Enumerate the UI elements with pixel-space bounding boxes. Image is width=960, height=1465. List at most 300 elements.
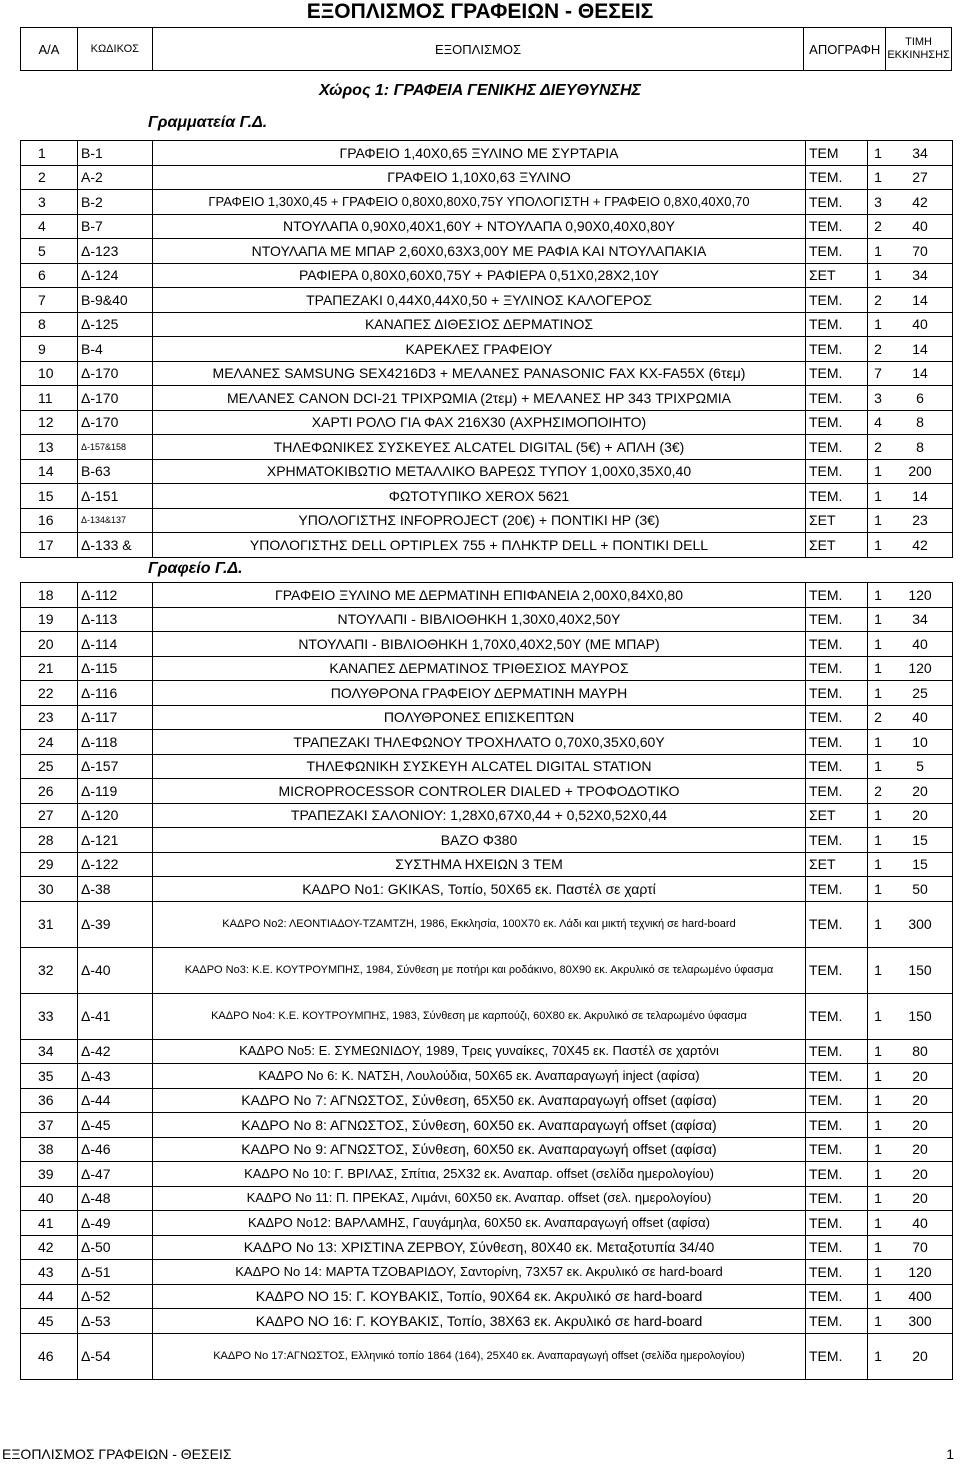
item-description: ΚΑΔΡΟ Νο 11: Π. ΠΡΕΚΑΣ, Λιμάνι, 60Χ50 εκ. Αναπαρ. offset (σελ. ημερολογίου) [153,1187,806,1211]
item-code: Δ-112 [78,583,153,607]
table-row [21,215,953,240]
table-row [21,1138,953,1163]
row-number: 12 [21,411,78,435]
item-quantity: 1 [874,733,882,750]
item-price: 20 [888,1113,953,1137]
item-unit: ΤΕΜ. [806,313,868,337]
item-description: ΚΑΔΡΟ ΝΟ 16: Γ. ΚΟΥΒΑΚΙΣ, Τοπίο, 38Χ63 εκ. Ακρυλικό σε hard-board [153,1309,806,1333]
item-price: 20 [888,1089,953,1113]
item-code: Β-2 [78,190,153,214]
item-price: 42 [888,533,953,557]
item-description: ΜΕΛΑΝΕΣ SAMSUNG SEX4216D3 + ΜΕΛΑΝΕΣ PANASONIC FAX KX-FA55X (6τεμ) [153,362,806,386]
table-row [21,608,953,633]
item-description: ΚΑΔΡΟ Νο3: Κ.Ε. ΚΟΥΤΡΟΥΜΠΗΣ, 1984, Σύνθεση με ποτήρι και ροδάκινο, 80Χ90 εκ. Ακρυλικό σε τελαρωμένο ύφασμα [153,948,806,993]
item-code: Δ-44 [78,1089,153,1113]
equipment-table-secretariat [20,140,953,558]
item-price: 400 [888,1285,953,1309]
item-quantity: 1 [874,1008,882,1024]
row-number: 24 [21,730,78,754]
table-row [21,1236,953,1261]
item-price: 6 [888,386,953,410]
item-description: ΚΑΔΡΟ Νο 9: ΑΓΝΩΣΤΟΣ, Σύνθεση, 60Χ50 εκ. Αναπαραγωγή offset (αφίσα) [153,1138,806,1162]
item-quantity: 1 [874,758,882,775]
item-price: 14 [888,288,953,312]
item-price: 70 [888,239,953,263]
item-price: 40 [888,632,953,656]
item-unit: ΤΕΜ. [806,215,868,239]
item-description: ΚΑΔΡΟ ΝΟ 15: Γ. ΚΟΥΒΑΚΙΣ, Τοπίο, 90Χ64 εκ. Ακρυλικό σε hard-board [153,1285,806,1309]
item-unit: ΤΕΜ. [806,362,868,386]
row-number: 30 [21,877,78,901]
item-unit: ΣΕΤ [806,533,868,557]
item-description: ΓΡΑΦΕΙΟ 1,40Χ0,65 ΞΥΛΙΝΟ ΜΕ ΣΥΡΤΑΡΙΑ [153,141,806,165]
item-description: ΝΤΟΥΛΑΠΑ 0,90Χ0,40Χ1,60Υ + ΝΤΟΥΛΑΠΑ 0,90Χ0,40Χ0,80Υ [153,215,806,239]
item-code: Δ-39 [78,902,153,947]
item-code: Δ-124 [78,264,153,288]
item-quantity: 4 [874,414,882,431]
table-row [21,239,953,264]
table-header [20,27,952,71]
item-quantity: 1 [874,856,882,873]
item-unit: ΤΕΜ. [806,411,868,435]
row-number: 25 [21,755,78,779]
item-quantity: 1 [874,635,882,652]
item-unit: ΤΕΜ. [806,190,868,214]
item-code: Δ-51 [78,1260,153,1284]
row-number: 21 [21,657,78,681]
table-row [21,533,953,558]
row-number: 37 [21,1113,78,1137]
item-unit: ΤΕΜ. [806,1064,868,1088]
item-unit: ΤΕΜ. [806,435,868,459]
table-row [21,779,953,804]
item-code: Β-7 [78,215,153,239]
item-description: MICROPROCESSOR CONTROLER DIALED + ΤΡΟΦΟΔΟΤΙΚΟ [153,779,806,803]
row-number: 18 [21,583,78,607]
item-quantity: 3 [874,193,882,210]
section-title-secretariat: Γραμματεία Γ.Δ. [148,114,268,131]
item-price: 150 [888,948,953,993]
item-unit: ΤΕΜ. [806,828,868,852]
item-unit: ΤΕΜ. [806,1236,868,1260]
item-code: Δ-45 [78,1113,153,1137]
row-number: 14 [21,460,78,484]
row-number: 20 [21,632,78,656]
table-row [21,435,953,460]
item-price: 34 [888,608,953,632]
table-row [21,509,953,534]
item-quantity: 2 [874,218,882,235]
item-quantity: 1 [874,1214,882,1231]
item-unit: ΤΕΜ. [806,337,868,361]
item-price: 40 [888,706,953,730]
table-row [21,1211,953,1236]
item-code: Δ-157&158 [78,435,153,459]
item-price: 15 [888,853,953,877]
row-number: 44 [21,1285,78,1309]
table-row [21,288,953,313]
row-number: 27 [21,804,78,828]
item-description: ΥΠΟΛΟΓΙΣΤΗΣ DELL OPTIPLEX 755 + ΠΛΗΚΤΡ DELL + ΠΟΝΤΙΚΙ DELL [153,533,806,557]
table-row [21,1309,953,1334]
item-price: 120 [888,657,953,681]
row-number: 43 [21,1260,78,1284]
table-row [21,1285,953,1310]
item-quantity: 1 [874,267,882,284]
table-row [21,755,953,780]
row-number: 28 [21,828,78,852]
footer-title: ΕΞΟΠΛΙΣΜΟΣ ΓΡΑΦΕΙΩΝ - ΘΕΣΕΙΣ [2,1446,232,1462]
item-quantity: 1 [874,1092,882,1109]
item-description: ΚΑΔΡΟ Νο 7: ΑΓΝΩΣΤΟΣ, Σύνθεση, 65Χ50 εκ. Αναπαραγωγή offset (αφίσα) [153,1089,806,1113]
item-unit: ΤΕΜ. [806,657,868,681]
row-number: 8 [21,313,78,337]
item-quantity: 1 [874,1348,882,1364]
row-number: 10 [21,362,78,386]
row-number: 45 [21,1309,78,1333]
table-row [21,1040,953,1065]
table-row [21,902,953,948]
item-description: ΜΕΛΑΝΕΣ CANON DCI-21 ΤΡΙΧΡΩΜΙΑ (2τεμ) + ΜΕΛΑΝΕΣ HP 343 ΤΡΙΧΡΩΜΙΑ [153,386,806,410]
item-code: Δ-43 [78,1064,153,1088]
item-code: Β-9&40 [78,288,153,312]
item-code: Δ-120 [78,804,153,828]
item-description: ΒΑΖΟ Φ380 [153,828,806,852]
item-unit: ΤΕΜ. [806,1089,868,1113]
item-quantity: 1 [874,1288,882,1305]
item-unit: ΤΕΜ. [806,386,868,410]
table-row [21,460,953,485]
item-code: Δ-38 [78,877,153,901]
item-code: Δ-54 [78,1334,153,1379]
section-title-office: Γραφείο Γ.Δ. [148,560,243,577]
item-price: 20 [888,804,953,828]
item-unit: ΤΕΜ. [806,288,868,312]
item-unit: ΤΕΜ [806,141,868,165]
item-unit: ΤΕΜ. [806,166,868,190]
item-quantity: 3 [874,389,882,406]
item-description: ΚΑΔΡΟ Νο4: Κ.Ε. ΚΟΥΤΡΟΥΜΠΗΣ, 1983, Σύνθεση με καρπούζι, 60Χ80 εκ. Ακρυλικό σε τελαρωμένο ύφασμα [153,994,806,1039]
item-price: 300 [888,1309,953,1333]
row-number: 34 [21,1040,78,1064]
item-quantity: 1 [874,1239,882,1256]
item-quantity: 1 [874,1312,882,1329]
row-number: 35 [21,1064,78,1088]
item-description: ΤΡΑΠΕΖΑΚΙ ΣΑΛΟΝΙΟΥ: 1,28Χ0,67Χ0,44 + 0,52Χ0,52Χ0,44 [153,804,806,828]
item-quantity: 1 [874,684,882,701]
table-row [21,706,953,731]
item-unit: ΣΕΤ [806,853,868,877]
row-number: 13 [21,435,78,459]
item-quantity: 1 [874,611,882,628]
row-number: 1 [21,141,78,165]
table-row [21,386,953,411]
item-description: ΚΑΔΡΟ Νο 6: Κ. ΝΑΤΣΗ, Λουλούδια, 50Χ65 εκ. Αναπαραγωγή inject (αφίσα) [153,1064,806,1088]
header-price-line1: ΤΙΜΗ [905,36,932,48]
item-quantity: 1 [874,1165,882,1182]
header-price [886,28,951,70]
table-row [21,264,953,289]
item-code: Δ-114 [78,632,153,656]
item-price: 20 [888,1138,953,1162]
space-title: Χώρος 1: ΓΡΑΦΕΙΑ ΓΕΝΙΚΗΣ ΔΙΕΥΘΥΝΣΗΣ [319,82,641,99]
item-unit: ΤΕΜ. [806,1309,868,1333]
item-quantity: 1 [874,169,882,186]
item-description: ΡΑΦΙΕΡΑ 0,80Χ0,60Χ0,75Υ + ΡΑΦΙΕΡΑ 0,51Χ0,28Χ2,10Υ [153,264,806,288]
item-code: Δ-47 [78,1162,153,1186]
item-price: 50 [888,877,953,901]
item-description: ΚΑΔΡΟ Νο12: ΒΑΡΛΑΜΗΣ, Γαυγάμηλα, 60Χ50 εκ. Αναπαραγωγή offset (αφίσα) [153,1211,806,1235]
item-quantity: 2 [874,291,882,308]
row-number: 40 [21,1187,78,1211]
item-description: ΤΡΑΠΕΖΑΚΙ 0,44Χ0,44Χ0,50 + ΞΥΛΙΝΟΣ ΚΑΛΟΓΕΡΟΣ [153,288,806,312]
item-price: 5 [888,755,953,779]
item-unit: ΤΕΜ. [806,994,868,1039]
item-quantity: 2 [874,709,882,726]
table-row [21,994,953,1040]
row-number: 19 [21,608,78,632]
item-description: ΧΑΡΤΙ ΡΟΛΟ ΓΙΑ ΦΑΧ 216Χ30 (ΑΧΡΗΣΙΜΟΠΟΙΗΤΟ) [153,411,806,435]
item-description: ΓΡΑΦΕΙΟ ΞΥΛΙΝΟ ΜΕ ΔΕΡΜΑΤΙΝΗ ΕΠΙΦΑΝΕΙΑ 2,00Χ0,84Χ0,80 [153,583,806,607]
item-price: 34 [888,141,953,165]
header-code: ΚΩΔΙΚΟΣ [78,28,153,70]
item-description: ΚΑΝΑΠΕΣ ΔΕΡΜΑΤΙΝΟΣ ΤΡΙΘΕΣΙΟΣ ΜΑΥΡΟΣ [153,657,806,681]
row-number: 17 [21,533,78,557]
item-unit: ΤΕΜ. [806,1187,868,1211]
item-code: Δ-133 & [78,533,153,557]
item-unit: ΤΕΜ. [806,1113,868,1137]
item-description: ΤΡΑΠΕΖΑΚΙ ΤΗΛΕΦΩΝΟΥ ΤΡΟΧΗΛΑΤΟ 0,70Χ0,35Χ0,60Υ [153,730,806,754]
header-inventory: ΑΠΟΓΡΑΦΗ [804,28,886,70]
item-code: Δ-151 [78,484,153,508]
item-code: Δ-42 [78,1040,153,1064]
item-code: Β-4 [78,337,153,361]
item-unit: ΣΕΤ [806,509,868,533]
table-row [21,1089,953,1114]
item-code: Δ-170 [78,362,153,386]
item-description: ΚΑΡΕΚΛΕΣ ΓΡΑΦΕΙΟΥ [153,337,806,361]
row-number: 38 [21,1138,78,1162]
table-row [21,411,953,436]
item-unit: ΤΕΜ. [806,239,868,263]
item-description: ΧΡΗΜΑΤΟΚΙΒΩΤΙΟ ΜΕΤΑΛΛΙΚΟ ΒΑΡΕΩΣ ΤΥΠΟΥ 1,00Χ0,35Χ0,40 [153,460,806,484]
table-row [21,1334,953,1380]
item-quantity: 1 [874,316,882,333]
item-code: Δ-40 [78,948,153,993]
item-unit: ΣΕΤ [806,264,868,288]
item-quantity: 1 [874,1190,882,1207]
item-price: 15 [888,828,953,852]
item-quantity: 1 [874,1141,882,1158]
item-code: Δ-50 [78,1236,153,1260]
item-price: 23 [888,509,953,533]
item-unit: ΤΕΜ. [806,1334,868,1379]
item-unit: ΤΕΜ. [806,1162,868,1186]
table-row [21,804,953,829]
item-price: 20 [888,779,953,803]
item-price: 14 [888,337,953,361]
item-code: Δ-134&137 [78,509,153,533]
item-code: Δ-170 [78,386,153,410]
document-title: ΕΞΟΠΛΙΣΜΟΣ ΓΡΑΦΕΙΩΝ - ΘΕΣΕΙΣ [306,0,654,23]
item-code: Δ-121 [78,828,153,852]
item-description: ΚΑΔΡΟ Νο1: GKIKAS, Τοπίο, 50Χ65 εκ. Παστέλ σε χαρτί [153,877,806,901]
item-code: Δ-123 [78,239,153,263]
item-description: ΚΑΔΡΟ Νο 8: ΑΓΝΩΣΤΟΣ, Σύνθεση, 60Χ50 εκ. Αναπαραγωγή offset (αφίσα) [153,1113,806,1137]
item-description: ΚΑΔΡΟ Νο2: ΛΕΟΝΤΙΑΔΟΥ-ΤΖΑΜΤΖΗ, 1986, Εκκλησία, 100Χ70 εκ. Λάδι και μικτή τεχνική σε hard-board [153,902,806,947]
item-quantity: 1 [874,962,882,978]
table-row [21,1064,953,1089]
item-unit: ΤΕΜ. [806,484,868,508]
header-equipment: ΕΞΟΠΛΙΣΜΟΣ [153,28,805,70]
row-number: 9 [21,337,78,361]
row-number: 36 [21,1089,78,1113]
row-number: 39 [21,1162,78,1186]
item-unit: ΤΕΜ. [806,1040,868,1064]
item-quantity: 2 [874,340,882,357]
item-code: Δ-117 [78,706,153,730]
item-description: ΤΗΛΕΦΩΝΙΚΕΣ ΣΥΣΚΕΥΕΣ ALCATEL DIGITAL (5€) + ΑΠΛΗ (3€) [153,435,806,459]
item-price: 8 [888,435,953,459]
item-code: Δ-118 [78,730,153,754]
table-row [21,337,953,362]
item-code: Δ-53 [78,1309,153,1333]
item-price: 25 [888,681,953,705]
item-quantity: 1 [874,487,882,504]
row-number: 5 [21,239,78,263]
item-unit: ΤΕΜ. [806,730,868,754]
item-code: Δ-52 [78,1285,153,1309]
table-row [21,657,953,682]
item-unit: ΤΕΜ. [806,755,868,779]
item-unit: ΤΕΜ. [806,877,868,901]
item-quantity: 1 [874,660,882,677]
table-row [21,828,953,853]
item-price: 20 [888,1187,953,1211]
table-row [21,1187,953,1212]
table-row [21,1162,953,1187]
item-price: 20 [888,1334,953,1379]
item-code: Δ-49 [78,1211,153,1235]
item-unit: ΤΕΜ. [806,681,868,705]
item-description: ΥΠΟΛΟΓΙΣΤΗΣ INFOPROJECT (20€) + ΠΟΝΤΙΚΙ HP (3€) [153,509,806,533]
item-unit: ΤΕΜ. [806,902,868,947]
item-unit: ΤΕΜ. [806,460,868,484]
item-code: Δ-46 [78,1138,153,1162]
item-unit: ΤΕΜ. [806,706,868,730]
item-quantity: 1 [874,463,882,480]
item-price: 8 [888,411,953,435]
row-number: 15 [21,484,78,508]
item-description: ΠΟΛΥΘΡΟΝΕΣ ΕΠΙΣΚΕΠΤΩΝ [153,706,806,730]
item-quantity: 1 [874,1263,882,1280]
item-code: Δ-122 [78,853,153,877]
table-row [21,1113,953,1138]
item-quantity: 1 [874,880,882,897]
item-price: 20 [888,1064,953,1088]
item-price: 300 [888,902,953,947]
item-code: Δ-48 [78,1187,153,1211]
header-aa: Α/Α [21,28,78,70]
row-number: 4 [21,215,78,239]
row-number: 3 [21,190,78,214]
item-code: Δ-125 [78,313,153,337]
item-price: 200 [888,460,953,484]
table-row [21,632,953,657]
item-quantity: 1 [874,536,882,553]
item-price: 40 [888,1211,953,1235]
item-price: 120 [888,583,953,607]
item-price: 80 [888,1040,953,1064]
item-unit: ΣΕΤ [806,804,868,828]
item-code: Β-1 [78,141,153,165]
item-price: 70 [888,1236,953,1260]
item-price: 14 [888,362,953,386]
row-number: 2 [21,166,78,190]
item-price: 40 [888,215,953,239]
item-description: ΚΑΔΡΟ Νο 13: ΧΡΙΣΤΙΝΑ ΖΕΡΒΟΥ, Σύνθεση, 80Χ40 εκ. Μεταξοτυπία 34/40 [153,1236,806,1260]
table-row [21,141,953,166]
item-quantity: 1 [874,1067,882,1084]
row-number: 46 [21,1334,78,1379]
item-price: 42 [888,190,953,214]
row-number: 42 [21,1236,78,1260]
item-unit: ΤΕΜ. [806,1285,868,1309]
item-code: Δ-113 [78,608,153,632]
item-price: 20 [888,1162,953,1186]
table-row [21,484,953,509]
item-unit: ΤΕΜ. [806,583,868,607]
item-unit: ΤΕΜ. [806,1138,868,1162]
item-description: ΓΡΑΦΕΙΟ 1,30Χ0,45 + ΓΡΑΦΕΙΟ 0,80Χ0,80Χ0,75Υ ΥΠΟΛΟΓΙΣΤΗ + ΓΡΑΦΕΙΟ 0,8Χ0,40Χ0,70 [153,190,806,214]
item-description: ΝΤΟΥΛΑΠΙ - ΒΙΒΛΙΟΘΗΚΗ 1,70Χ0,40Χ2,50Υ (ΜΕ ΜΠΑΡ) [153,632,806,656]
item-price: 34 [888,264,953,288]
item-quantity: 1 [874,916,882,932]
item-price: 27 [888,166,953,190]
table-row [21,362,953,387]
row-number: 7 [21,288,78,312]
item-price: 40 [888,313,953,337]
table-row [21,313,953,338]
page-number: 1 [946,1446,954,1462]
item-price: 10 [888,730,953,754]
item-description: ΚΑΝΑΠΕΣ ΔΙΘΕΣΙΟΣ ΔΕΡΜΑΤΙΝΟΣ [153,313,806,337]
item-unit: ΤΕΜ. [806,632,868,656]
item-description: ΣΥΣΤΗΜΑ ΗΧΕΙΩΝ 3 ΤΕΜ [153,853,806,877]
row-number: 23 [21,706,78,730]
item-unit: ΤΕΜ. [806,1260,868,1284]
item-quantity: 1 [874,586,882,603]
row-number: 29 [21,853,78,877]
item-price: 120 [888,1260,953,1284]
table-row [21,166,953,191]
item-quantity: 1 [874,144,882,161]
row-number: 31 [21,902,78,947]
item-price: 150 [888,994,953,1039]
row-number: 26 [21,779,78,803]
item-description: ΤΗΛΕΦΩΝΙΚΗ ΣΥΣΚΕΥΗ ALCATEL DIGITAL STATION [153,755,806,779]
item-quantity: 1 [874,831,882,848]
item-quantity: 1 [874,1116,882,1133]
item-unit: ΤΕΜ. [806,608,868,632]
row-number: 32 [21,948,78,993]
item-description: ΓΡΑΦΕΙΟ 1,10Χ0,63 ΞΥΛΙΝΟ [153,166,806,190]
item-code: Δ-119 [78,779,153,803]
header-price-line2: ΕΚΚΙΝΗΣΗΣ [887,49,950,61]
item-description: ΠΟΛΥΘΡΟΝΑ ΓΡΑΦΕΙΟΥ ΔΕΡΜΑΤΙΝΗ ΜΑΥΡΗ [153,681,806,705]
item-code: Δ-41 [78,994,153,1039]
item-description: ΝΤΟΥΛΑΠΙ - ΒΙΒΛΙΟΘΗΚΗ 1,30Χ0,40Χ2,50Υ [153,608,806,632]
